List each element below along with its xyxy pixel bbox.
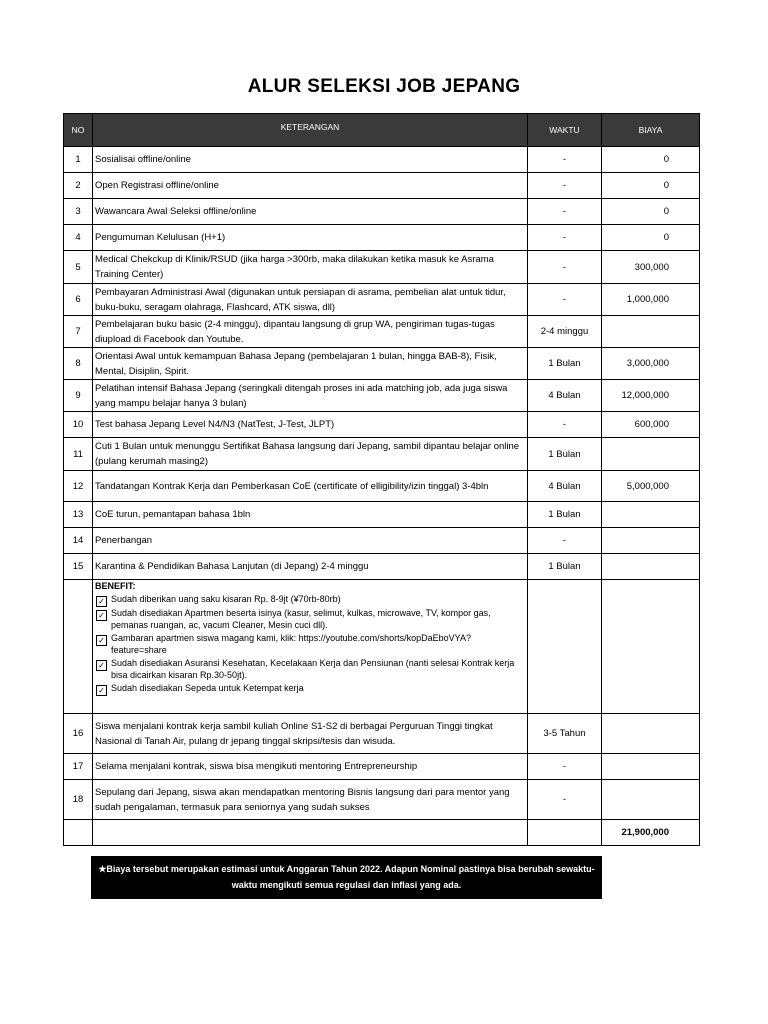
checkbox-checked-icon: ✓ [96, 635, 107, 646]
row-description: Pengumuman Kelulusan (H+1) [93, 225, 528, 251]
row-number: 3 [64, 199, 93, 225]
table-row [64, 754, 700, 780]
row-duration: 4 Bulan [528, 471, 602, 502]
benefit-heading: BENEFIT: [95, 581, 136, 591]
row-number: 6 [64, 284, 93, 316]
row-cost [602, 554, 700, 580]
table-row [64, 316, 700, 348]
row-description: CoE turun, pemantapan bahasa 1bln [93, 502, 528, 528]
row-description: Orientasi Awal untuk kemampuan Bahasa Jepang (pembelajaran 1 bulan, hingga BAB-8), Fisik, Mental, Disiplin, Spirit. [93, 348, 528, 380]
row-number: 9 [64, 380, 93, 412]
table-row [64, 412, 700, 438]
row-cost [602, 754, 700, 780]
row-number: 17 [64, 754, 93, 780]
benefit-item: ✓ Sudah diberikan uang saku kisaran Rp. 8-9jt (¥70rb-80rb) [95, 593, 525, 607]
table-row [64, 173, 700, 199]
row-cost: 0 [602, 147, 700, 173]
table-row [64, 471, 700, 502]
row-duration: - [528, 225, 602, 251]
row-cost: 0 [602, 173, 700, 199]
selection-flow-table [63, 113, 700, 846]
table-row [64, 528, 700, 554]
row-cost [602, 316, 700, 348]
page-title: ALUR SELEKSI JOB JEPANG [247, 76, 521, 97]
row-duration: 1 Bulan [528, 438, 602, 471]
row-duration: - [528, 412, 602, 438]
header-biaya: BIAYA [602, 114, 700, 147]
row-cost: 600,000 [602, 412, 700, 438]
row-cost: 0 [602, 199, 700, 225]
table-row [64, 251, 700, 284]
row-description: Wawancara Awal Seleksi offline/online [93, 199, 528, 225]
row-duration: - [528, 251, 602, 284]
row-description: Test bahasa Jepang Level N4/N3 (NatTest, J-Test, JLPT) [93, 412, 528, 438]
row-number: 18 [64, 780, 93, 820]
row-description: Cuti 1 Bulan untuk menunggu Sertifikat Bahasa langsung dari Jepang, sambil dipantau belajar online (pulang kerumah masing2) [93, 438, 528, 471]
row-number: 15 [64, 554, 93, 580]
row-duration: 3-5 Tahun [528, 714, 602, 754]
benefit-item: ✓ Sudah disediakan Apartmen beserta isinya (kasur, selimut, kulkas, microwave, TV, kompor gas, pemanas ruangan, ac, vacum Cleaner, Mesin cuci dll). [95, 607, 525, 632]
table-row [64, 554, 700, 580]
benefit-item: ✓ Sudah disediakan Sepeda untuk Ketempat kerja [95, 682, 525, 696]
row-cost: 12,000,000 [602, 380, 700, 412]
row-number: 5 [64, 251, 93, 284]
row-cost [602, 780, 700, 820]
row-duration: - [528, 199, 602, 225]
row-number: 11 [64, 438, 93, 471]
row-description: Selama menjalani kontrak, siswa bisa mengikuti mentoring Entrepreneurship [93, 754, 528, 780]
benefit-item: ✓ Gambaran apartmen siswa magang kami, klik: https://youtube.com/shorts/kopDaEboVYA?feature=share [95, 632, 525, 657]
row-duration: 1 Bulan [528, 502, 602, 528]
row-duration: - [528, 147, 602, 173]
row-cost [602, 714, 700, 754]
row-number: 2 [64, 173, 93, 199]
row-number: 16 [64, 714, 93, 754]
row-duration: - [528, 528, 602, 554]
row-cost: 5,000,000 [602, 471, 700, 502]
row-cost: 0 [602, 225, 700, 251]
benefit-cell [93, 580, 528, 714]
table-row [64, 348, 700, 380]
row-number: 8 [64, 348, 93, 380]
row-description: Sosialisai offline/online [93, 147, 528, 173]
row-duration: - [528, 754, 602, 780]
cost-footnote: ★Biaya tersebut merupakan estimasi untuk Anggaran Tahun 2022. Adapun Nominal pastinya bisa berubah sewaktu-waktu mengikuti semua regulasi dan inflasi yang ada. [91, 856, 602, 899]
row-description: Medical Chekckup di Klinik/RSUD (jika harga >300rb, maka dilakukan ketika masuk ke Asrama Training Center) [93, 251, 528, 284]
header-keterangan: KETERANGAN [93, 114, 528, 147]
checkbox-checked-icon: ✓ [96, 610, 107, 621]
benefit-item: ✓ Sudah disediakan Asuransi Kesehatan, Kecelakaan Kerja dan Pensiunan (nanti selesai Kontrak kerja bisa dicairkan kisaran Rp.30-50jt). [95, 657, 525, 682]
row-duration: - [528, 780, 602, 820]
row-cost: 300,000 [602, 251, 700, 284]
table-row [64, 284, 700, 316]
table-header-row [64, 114, 700, 147]
row-description: Tandatangan Kontrak Kerja dan Pemberkasan CoE (certificate of elligibility/izin tinggal) 3-4bln [93, 471, 528, 502]
row-cost [602, 502, 700, 528]
row-description: Sepulang dari Jepang, siswa akan mendapatkan mentoring Bisnis langsung dari para mentor yang sudah pengalaman, termasuk para seniornya yang sudah sukses [93, 780, 528, 820]
row-description: Pembayaran Administrasi Awal (digunakan untuk persiapan di asrama, pembelian alat untuk tidur, buku-buku, seragam olahraga, Flashcard, ATK siswa, dll) [93, 284, 528, 316]
row-number: 1 [64, 147, 93, 173]
row-number: 14 [64, 528, 93, 554]
row-duration: - [528, 284, 602, 316]
table-row [64, 714, 700, 754]
row-number: 12 [64, 471, 93, 502]
row-duration: 1 Bulan [528, 348, 602, 380]
table-row [64, 438, 700, 471]
row-description: Karantina & Pendidikan Bahasa Lanjutan (di Jepang) 2-4 minggu [93, 554, 528, 580]
table-row [64, 225, 700, 251]
row-cost [602, 528, 700, 554]
table-row [64, 502, 700, 528]
row-duration: 1 Bulan [528, 554, 602, 580]
checkbox-checked-icon: ✓ [96, 596, 107, 607]
checkbox-checked-icon: ✓ [96, 660, 107, 671]
total-cost: 21,900,000 [602, 820, 700, 846]
row-description: Pembelajaran buku basic (2-4 minggu), dipantau langsung di grup WA, pengiriman tugas-tugas diupload di Facebook dan Youtube. [93, 316, 528, 348]
row-description: Siswa menjalani kontrak kerja sambil kuliah Online S1-S2 di berbagai Perguruan Tinggi tingkat Nasional di Tanah Air, pulang dr jepang tinggal skripsi/tesis dan wisuda. [93, 714, 528, 754]
row-cost: 3,000,000 [602, 348, 700, 380]
row-description: Penerbangan [93, 528, 528, 554]
row-number: 7 [64, 316, 93, 348]
checkbox-checked-icon: ✓ [96, 685, 107, 696]
row-description: Pelatihan intensif Bahasa Jepang (seringkali ditengah proses ini ada matching job, ada juga siswa yang mampu belajar hanya 3 bulan) [93, 380, 528, 412]
benefit-row [64, 580, 700, 714]
row-cost [602, 438, 700, 471]
row-duration: 2-4 minggu [528, 316, 602, 348]
row-description: Open Registrasi offline/online [93, 173, 528, 199]
row-number: 4 [64, 225, 93, 251]
table-row [64, 199, 700, 225]
total-row [64, 820, 700, 846]
table-row [64, 780, 700, 820]
row-number: 10 [64, 412, 93, 438]
row-duration: - [528, 173, 602, 199]
header-waktu: WAKTU [528, 114, 602, 147]
table-row [64, 147, 700, 173]
row-duration: 4 Bulan [528, 380, 602, 412]
row-cost: 1,000,000 [602, 284, 700, 316]
row-number: 13 [64, 502, 93, 528]
header-no: NO [64, 114, 93, 147]
table-row [64, 380, 700, 412]
